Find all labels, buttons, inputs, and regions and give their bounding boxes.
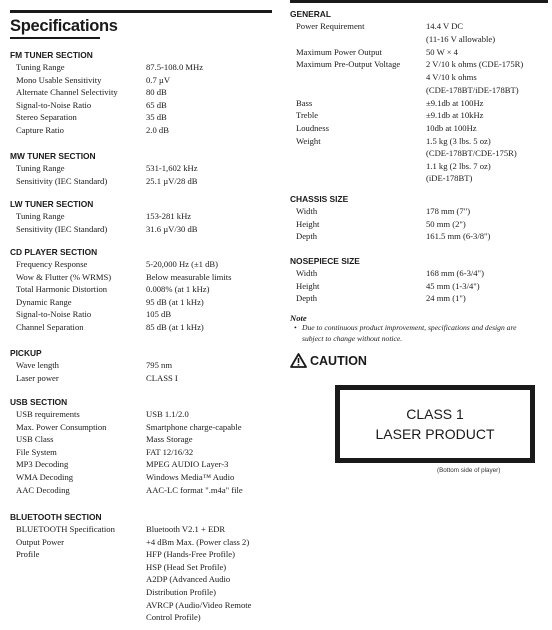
spec-label: Capture Ratio [16, 125, 64, 135]
spec-value: 65 dB [146, 99, 167, 110]
spec-label: BLUETOOTH Specification [16, 524, 115, 534]
spec-label: Stereo Separation [16, 112, 77, 123]
caution-title: CAUTION [310, 353, 367, 368]
spec-section [290, 193, 548, 242]
spec-value: (CDE-178BT/CDE-175R) [426, 148, 517, 159]
spec-value: 161.5 mm (6-3/8") [426, 231, 491, 242]
spec-value: (CDE-178BT/iDE-178BT) [426, 84, 519, 95]
spec-label: Total Harmonic Distortion [16, 284, 108, 295]
section-title: GENERAL [290, 9, 331, 19]
spec-value: 35 dB [146, 112, 167, 123]
spec-value: Bluetooth V2.1 + EDR [146, 524, 226, 534]
title-underline [10, 37, 100, 39]
spec-section [10, 49, 272, 135]
spec-label: MP3 Decoding [16, 459, 69, 470]
spec-section [10, 511, 272, 623]
spec-value: ±9.1db at 100Hz [426, 97, 484, 108]
caution-heading [290, 353, 548, 368]
spec-value: 14.4 V DC [426, 21, 464, 31]
spec-value: USB 1.1/2.0 [146, 409, 189, 419]
laser-label-caption: (Bottom side of player) [437, 467, 501, 474]
spec-label: Sensitivity (IEC Standard) [16, 175, 108, 186]
section-title: USB SECTION [10, 397, 68, 407]
spec-label: Dynamic Range [16, 296, 72, 307]
spec-value: 1.1 kg (2 lbs. 7 oz) [426, 160, 491, 171]
spec-label: Loudness [296, 123, 329, 133]
spec-value: (11-16 V allowable) [426, 33, 496, 44]
spec-label: Alternate Channel Selectivity [16, 87, 118, 98]
spec-label: Height [296, 218, 320, 229]
spec-value: 24 mm (1") [426, 293, 466, 304]
spec-section [10, 396, 272, 495]
spec-label: Maximum Pre-Output Voltage [296, 59, 401, 70]
spec-value: Windows Media™ Audio [146, 472, 235, 482]
spec-label: Treble [296, 110, 319, 121]
spec-label: Wave length [16, 360, 59, 370]
spec-value: 2 V/10 k ohms (CDE-175R) [426, 59, 524, 70]
spec-label: Height [296, 280, 320, 291]
section-title: CD PLAYER SECTION [10, 247, 98, 257]
spec-value: 0.008% (at 1 kHz) [146, 284, 210, 295]
spec-label: Weight [296, 135, 321, 146]
note-line-1: Due to continuous product improvement, specifications and design are [302, 323, 517, 332]
spec-label: Tuning Range [16, 211, 65, 221]
spec-value: ±9.1db at 10kHz [426, 110, 484, 121]
spec-value: 95 dB (at 1 kHz) [146, 296, 204, 307]
spec-value: Mass Storage [146, 434, 193, 445]
section-title: NOSEPIECE SIZE [290, 256, 360, 266]
spec-value: A2DP (Advanced Audio [146, 574, 231, 585]
warning-triangle-icon [290, 353, 307, 368]
section-title: CHASSIS SIZE [290, 194, 349, 204]
spec-label: USB Class [16, 434, 54, 445]
spec-value: 80 dB [146, 87, 167, 98]
spec-section [290, 255, 548, 304]
spec-label: Profile [16, 549, 40, 560]
laser-product-label [335, 385, 535, 463]
spec-label: Tuning Range [16, 163, 65, 173]
spec-value: Distribution Profile) [146, 586, 216, 597]
note-line-2: subject to change without notice. [302, 333, 403, 343]
section-title: MW TUNER SECTION [10, 151, 96, 161]
spec-value: Below measurable limits [146, 271, 232, 282]
spec-value: HFP (Hands-Free Profile) [146, 549, 235, 560]
section-title: PICKUP [10, 348, 42, 358]
spec-label: Width [296, 206, 318, 216]
spec-value: CLASS I [146, 372, 178, 383]
spec-section [10, 150, 272, 186]
spec-label: Output Power [16, 536, 64, 547]
spec-label: Channel Separation [16, 322, 84, 332]
spec-value: 178 mm (7") [426, 206, 471, 216]
section-title: FM TUNER SECTION [10, 50, 93, 60]
spec-value: 10db at 100Hz [426, 123, 477, 133]
right-column [290, 0, 548, 368]
left-column [10, 0, 272, 623]
top-rule [10, 10, 272, 13]
spec-value: +4 dBm Max. (Power class 2) [146, 536, 250, 547]
spec-value: 25.1 µV/28 dB [146, 175, 198, 186]
spec-value: 4 V/10 k ohms [426, 71, 477, 82]
spec-section [10, 246, 272, 332]
spec-value: 50 W × 4 [426, 46, 458, 57]
spec-value: 31.6 µV/30 dB [146, 223, 198, 234]
spec-label: Maximum Power Output [296, 46, 382, 57]
spec-label: WMA Decoding [16, 472, 74, 482]
spec-label: Wow & Flutter (% WRMS) [16, 271, 112, 282]
note-bullet: • [294, 323, 297, 332]
spec-value: 2.0 dB [146, 125, 169, 135]
spec-label: Frequency Response [16, 259, 88, 269]
spec-value: 795 nm [146, 360, 173, 370]
note-text [290, 323, 548, 344]
spec-section [290, 8, 548, 184]
spec-section [10, 198, 272, 234]
spec-label: Depth [296, 231, 318, 242]
spec-label: Tuning Range [16, 62, 65, 72]
spec-label: File System [16, 446, 57, 457]
spec-value: 105 dB [146, 309, 172, 320]
section-title: LW TUNER SECTION [10, 199, 94, 209]
laser-product-text: LASER PRODUCT [375, 426, 495, 442]
spec-label: Mono Usable Sensitivity [16, 74, 102, 85]
spec-value: 5-20,000 Hz (±1 dB) [146, 259, 219, 269]
spec-label: Max. Power Consumption [16, 421, 107, 432]
spec-label: Signal-to-Noise Ratio [16, 309, 92, 320]
spec-value: AAC-LC format ".m4a" file [146, 484, 243, 495]
spec-section [10, 347, 272, 383]
note-title: Note [290, 313, 307, 323]
spec-value: Control Profile) [146, 612, 201, 623]
laser-class: CLASS 1 [406, 406, 464, 422]
spec-value: 168 mm (6-3/4") [426, 268, 484, 278]
spec-value: Smartphone charge-capable [146, 421, 242, 432]
spec-value: 153-281 kHz [146, 211, 192, 221]
note-section [290, 313, 548, 344]
spec-value: HSP (Head Set Profile) [146, 561, 227, 572]
spec-value: (iDE-178BT) [426, 173, 473, 184]
spec-value: 87.5-108.0 MHz [146, 62, 204, 72]
page-title: Specifications [10, 17, 118, 35]
spec-value: 50 mm (2") [426, 218, 466, 229]
spec-value: 1.5 kg (3 lbs. 5 oz) [426, 135, 491, 146]
spec-value: 531-1,602 kHz [146, 163, 198, 173]
spec-label: AAC Decoding [16, 484, 70, 495]
spec-label: Power Requirement [296, 21, 365, 31]
spec-value: FAT 12/16/32 [146, 446, 194, 457]
spec-value: 45 mm (1-3/4") [426, 280, 480, 291]
spec-label: USB requirements [16, 409, 80, 419]
top-rule [290, 0, 548, 3]
spec-value: 85 dB (at 1 kHz) [146, 322, 204, 332]
spec-label: Bass [296, 97, 313, 108]
section-title: BLUETOOTH SECTION [10, 512, 102, 522]
spec-label: Sensitivity (IEC Standard) [16, 223, 108, 234]
spec-label: Laser power [16, 372, 59, 383]
spec-value: AVRCP (Audio/Video Remote [146, 599, 252, 610]
spec-label: Depth [296, 293, 318, 304]
spec-value: MPEG AUDIO Layer-3 [146, 459, 229, 470]
spec-label: Signal-to-Noise Ratio [16, 99, 92, 110]
spec-value: 0.7 µV [146, 74, 171, 85]
spec-label: Width [296, 268, 318, 278]
